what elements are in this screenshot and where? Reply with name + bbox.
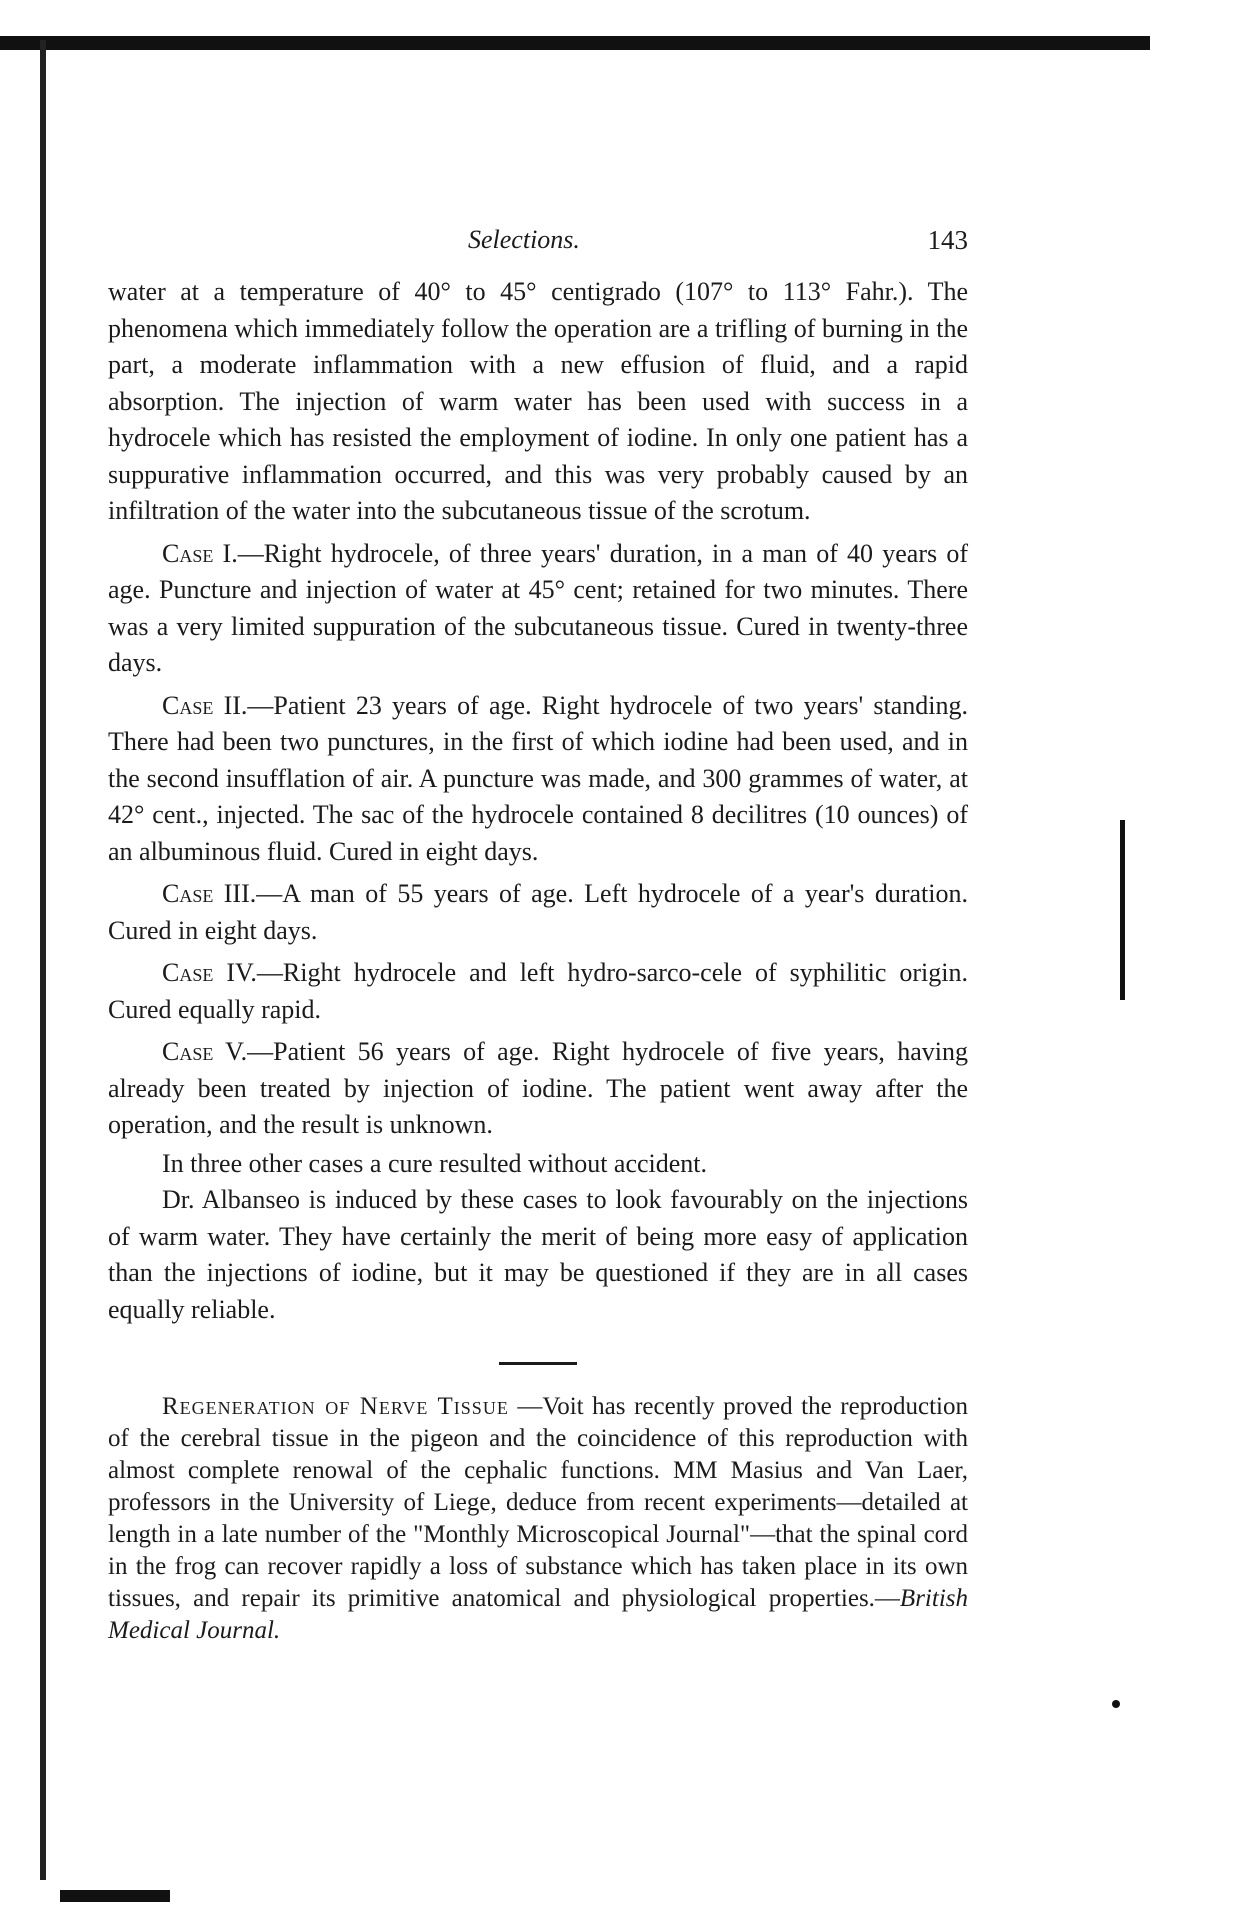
note-text: —Voit has recently proved the reproduction of the cerebral tissue in the pigeon and the coincidence of this reproduction with almost complete renowal of the cephalic functions. MM Masius and Van Laer, professors in the University of Liege, deduce from recent experiments—detailed at length in a late number of the "Monthly Microscopical Journal"—that the spinal cord in the frog can recover rapidly a loss of substance which has taken place in its own tissues, and repair its primitive anatomical and physiological properties.— (108, 1393, 968, 1612)
page-header (108, 222, 968, 268)
note-source: British Medical Journal. (108, 1585, 968, 1644)
case-label: Case V. (162, 1037, 248, 1066)
intro-paragraph: water at a temperature of 40° to 45° centigrado (107° to 113° Fahr.). The phenomena which immediately follow the operation are a trifling of burning in the part, a moderate inflammation with a new effusion of fluid, and a rapid absorption. The injection of warm water has been used with success in a hydrocele which has resisted the employment of iodine. In only one patient has a suppurative inflammation occurred, and this was very probably caused by an infiltration of the water into the subcutaneous tissue of the scrotum. (108, 277, 968, 525)
section-divider (499, 1362, 577, 1365)
case-paragraph (108, 876, 968, 949)
scan-mark (1120, 820, 1125, 1000)
note-title: Regeneration of Nerve Tissue (162, 1393, 509, 1420)
scan-edge-top (0, 36, 1150, 50)
scan-mark (60, 1890, 170, 1902)
case-text: —Right hydrocele and left hydro-sarco-cele of syphilitic origin. Cured equally rapid. (108, 958, 968, 1024)
page-number: 143 (927, 225, 968, 255)
case-text: —Right hydrocele, of three years' duration, in a man of 40 years of age. Puncture and injection of water at 45° cent; retained for two minutes. There was a very limited suppuration of the subcutaneous tissue. Cured in twenty-three days. (108, 538, 968, 677)
case-paragraph (108, 1034, 968, 1144)
case-label: Case II. (162, 690, 248, 720)
case-paragraph (108, 688, 968, 871)
note-paragraph (108, 1391, 968, 1647)
case-label: Case III. (162, 879, 257, 908)
running-head: Selections. (468, 225, 580, 254)
scan-mark (1112, 1700, 1120, 1708)
case-label: Case IV. (162, 958, 257, 987)
conclusion-paragraph: Dr. Albanseo is induced by these cases to look favourably on the injections of warm water. They have certainly the merit of being more easy of application than the injections of iodine, but it may be questioned if they are in all cases equally reliable. (108, 1185, 968, 1324)
case-text: —Patient 56 years of age. Right hydrocele of five years, having already been treated by injection of iodine. The patient went away after the operation, and the result is unknown. (108, 1037, 969, 1139)
case-label: Case I. (162, 538, 238, 568)
case-paragraph (108, 536, 968, 682)
case-text: —Patient 23 years of age. Right hydrocele of two years' standing. There had been two punctures, in the first of which iodine had been used, and in the second insufflation of air. A puncture was made, and 300 grammes of water, at 42° cent., injected. The sac of the hydrocele contained 8 decilitres (10 ounces) of an albuminous fluid. Cured in eight days. (108, 690, 968, 866)
case-text: —A man of 55 years of age. Left hydrocele of a year's duration. Cured in eight days. (108, 879, 968, 945)
other-cases-paragraph: In three other cases a cure resulted without accident. (162, 1148, 708, 1178)
scan-edge-left (40, 40, 46, 1880)
case-paragraph (108, 955, 968, 1028)
note-section (108, 1391, 968, 1647)
page (108, 222, 968, 1647)
